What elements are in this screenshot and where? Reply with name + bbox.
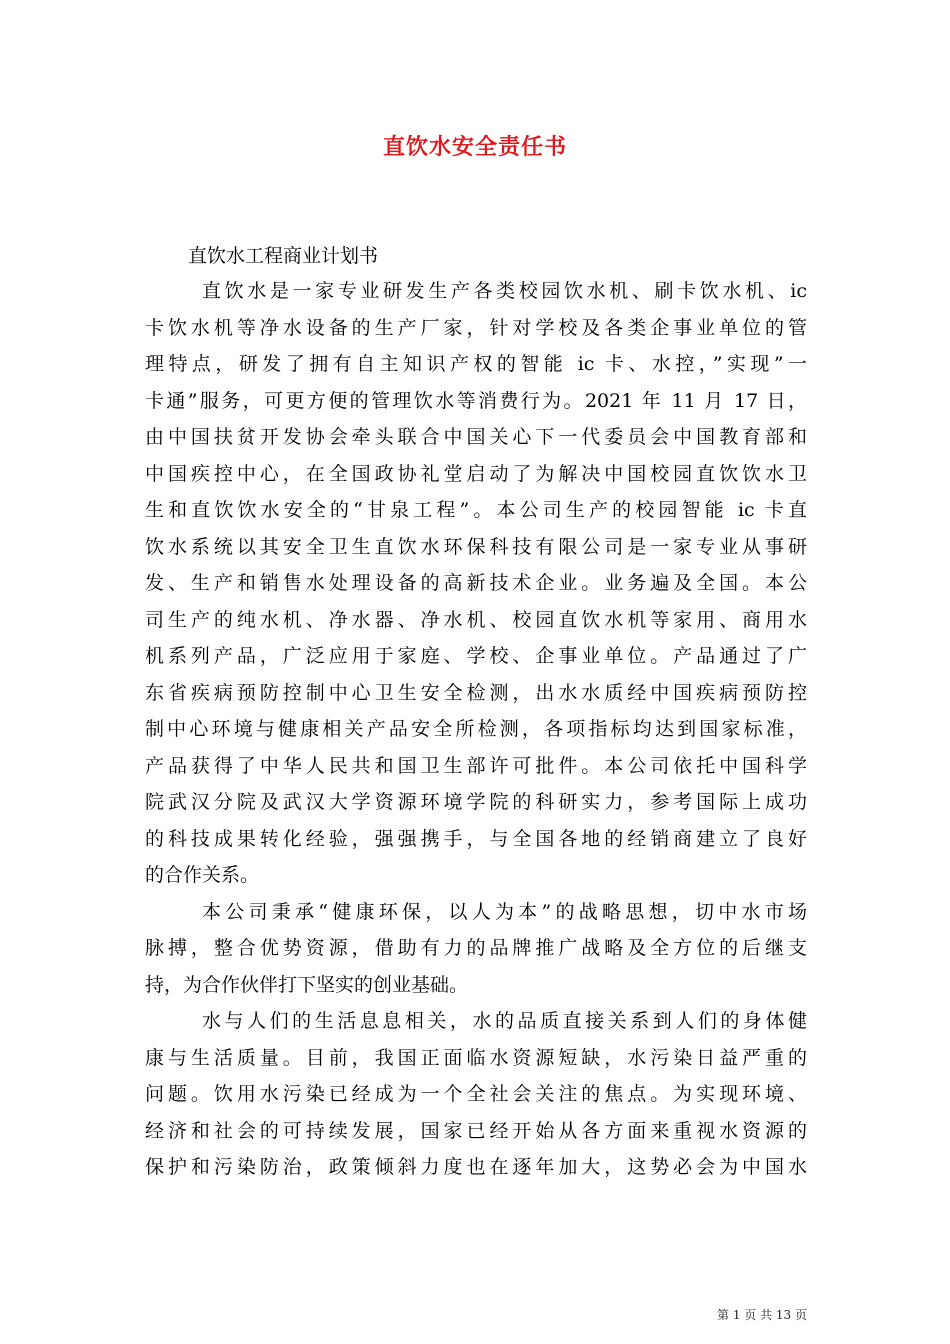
body-line: 饮水系统以其安全卫生直饮水环保科技有限公司是一家专业从事研 [145,535,807,558]
body-line: 保护和污染防治，政策倾斜力度也在逐年加大，这势必会为中国水 [145,1156,807,1178]
body-line: 中国疾控中心，在全国政协礼堂启动了为解决中国校园直饮饮水卫 [145,462,807,485]
body-line: 司生产的纯水机、净水器、净水机、校园直饮水机等家用、商用水 [145,608,807,631]
body-line: 卡饮水机等净水设备的生产厂家，针对学校及各类企事业单位的管 [145,316,807,339]
body-line: 由中国扶贫开发协会牵头联合中国关心下一代委员会中国教育部和 [145,426,807,448]
body-line: 本公司秉承“健康环保，以人为本”的战略思想，切中水市场 [202,900,807,923]
body-line: 东省疾病预防控制中心卫生安全检测，出水水质经中国疾病预防控 [145,681,807,704]
body-line: 发、生产和销售水处理设备的高新技术企业。业务遍及全国。本公 [145,572,807,594]
body-line: 的科技成果转化经验，强强携手，与全国各地的经销商建立了良好 [145,827,807,850]
body-line: 水与人们的生活息息相关，水的品质直接关系到人们的身体健 [202,1010,807,1032]
body-line: 理特点，研发了拥有自主知识产权的智能 ic 卡、水控，”实现”一 [145,353,807,375]
body-line: 制中心环境与健康相关产品安全所检测，各项指标均达到国家标准， [145,718,807,740]
body-line: 产品获得了中华人民共和国卫生部许可批件。本公司依托中国科学 [145,754,807,777]
body-line: 康与生活质量。目前，我国正面临水资源短缺，水污染日益严重的 [145,1046,807,1069]
body-line: 院武汉分院及武汉大学资源环境学院的科研实力，参考国际上成功 [145,791,807,813]
body-line: 卡通”服务，可更方便的管理饮水等消费行为。2021 年 11 月 17 日， [145,389,807,412]
document-subheading: 直饮水工程商业计划书 [188,245,379,267]
body-line: 问题。饮用水污染已经成为一个全社会关注的焦点。为实现环境、 [145,1083,807,1105]
body-line: 经济和社会的可持续发展，国家已经开始从各方面来重视水资源的 [145,1119,807,1142]
body-line: 持，为合作伙伴打下坚实的创业基础。 [145,973,469,996]
document-body [145,273,807,1186]
body-line: 生和直饮饮水安全的“甘泉工程”。本公司生产的校园智能 ic 卡直 [145,499,807,521]
body-line: 脉搏，整合优势资源，借助有力的品牌推广战略及全方位的后继支 [145,937,807,959]
body-line: 的合作关系。 [145,864,260,886]
document-title: 直饮水安全责任书 [382,134,567,160]
page-number-footer: 第 1 页 共 13 页 [717,1308,807,1322]
body-line: 直饮水是一家专业研发生产各类校园饮水机、刷卡饮水机、ic [202,280,807,302]
body-line: 机系列产品，广泛应用于家庭、学校、企事业单位。产品通过了广 [145,645,807,667]
